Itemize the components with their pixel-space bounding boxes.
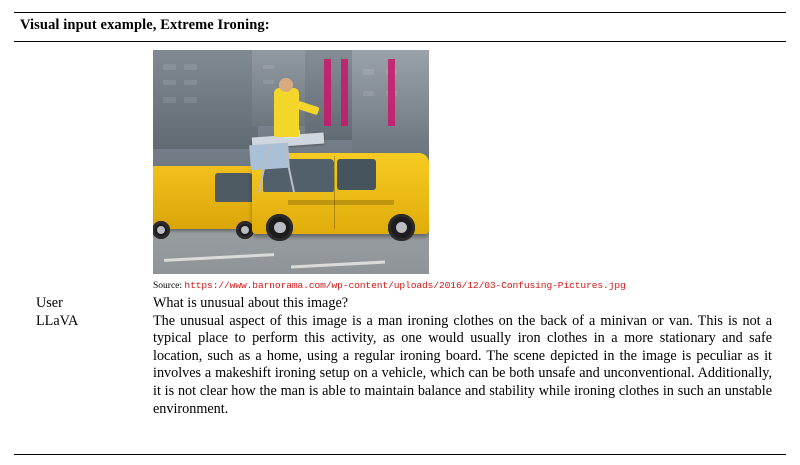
pink-banner-1: [324, 59, 331, 126]
speaker-label-llava: LLaVA: [36, 312, 79, 329]
dialogue-row-user: [36, 295, 782, 313]
pink-banner-3: [388, 59, 395, 126]
background-taxi: [153, 166, 263, 229]
dialogue-block: [18, 291, 782, 418]
example-photograph: [153, 50, 429, 274]
lane-marking-1: [164, 253, 274, 262]
figure-content: [0, 42, 800, 418]
image-source-line: [18, 274, 782, 291]
source-label: Source:: [153, 281, 183, 291]
utterance-user: What is unusual about this image?: [153, 295, 349, 311]
building-1: [153, 50, 258, 149]
man-body: [274, 88, 299, 137]
lane-marking-2: [291, 261, 385, 269]
speaker-label-user: User: [36, 295, 63, 311]
utterance-llava: The unusual aspect of this image is a man ironing clothes on the back of a minivan or van. This is not a typical place to perform this activity, as one would usually iron clothes in a more stationary and safe location, such as a home, using a regular ironing board. The scene depicted in the image is peculiar as it involves a makeshift ironing setup on a vehicle, which can be both unsafe and unconventional. Additionally, it is not clear how the man is able to maintain balance and stability while ironing clothes in such an unstable environment.: [153, 312, 772, 417]
bottom-rule: [14, 454, 786, 455]
pink-banner-2: [341, 59, 348, 126]
page-title: Visual input example, Extreme Ironing:: [20, 17, 270, 33]
source-url-link[interactable]: https://www.barnorama.com/wp-content/uploads/2016/12/03-Confusing-Pictures.jpg: [184, 280, 626, 291]
figure-image-wrap: [18, 42, 782, 274]
dialogue-row-llava: [36, 313, 782, 419]
figure-page: [0, 12, 800, 465]
